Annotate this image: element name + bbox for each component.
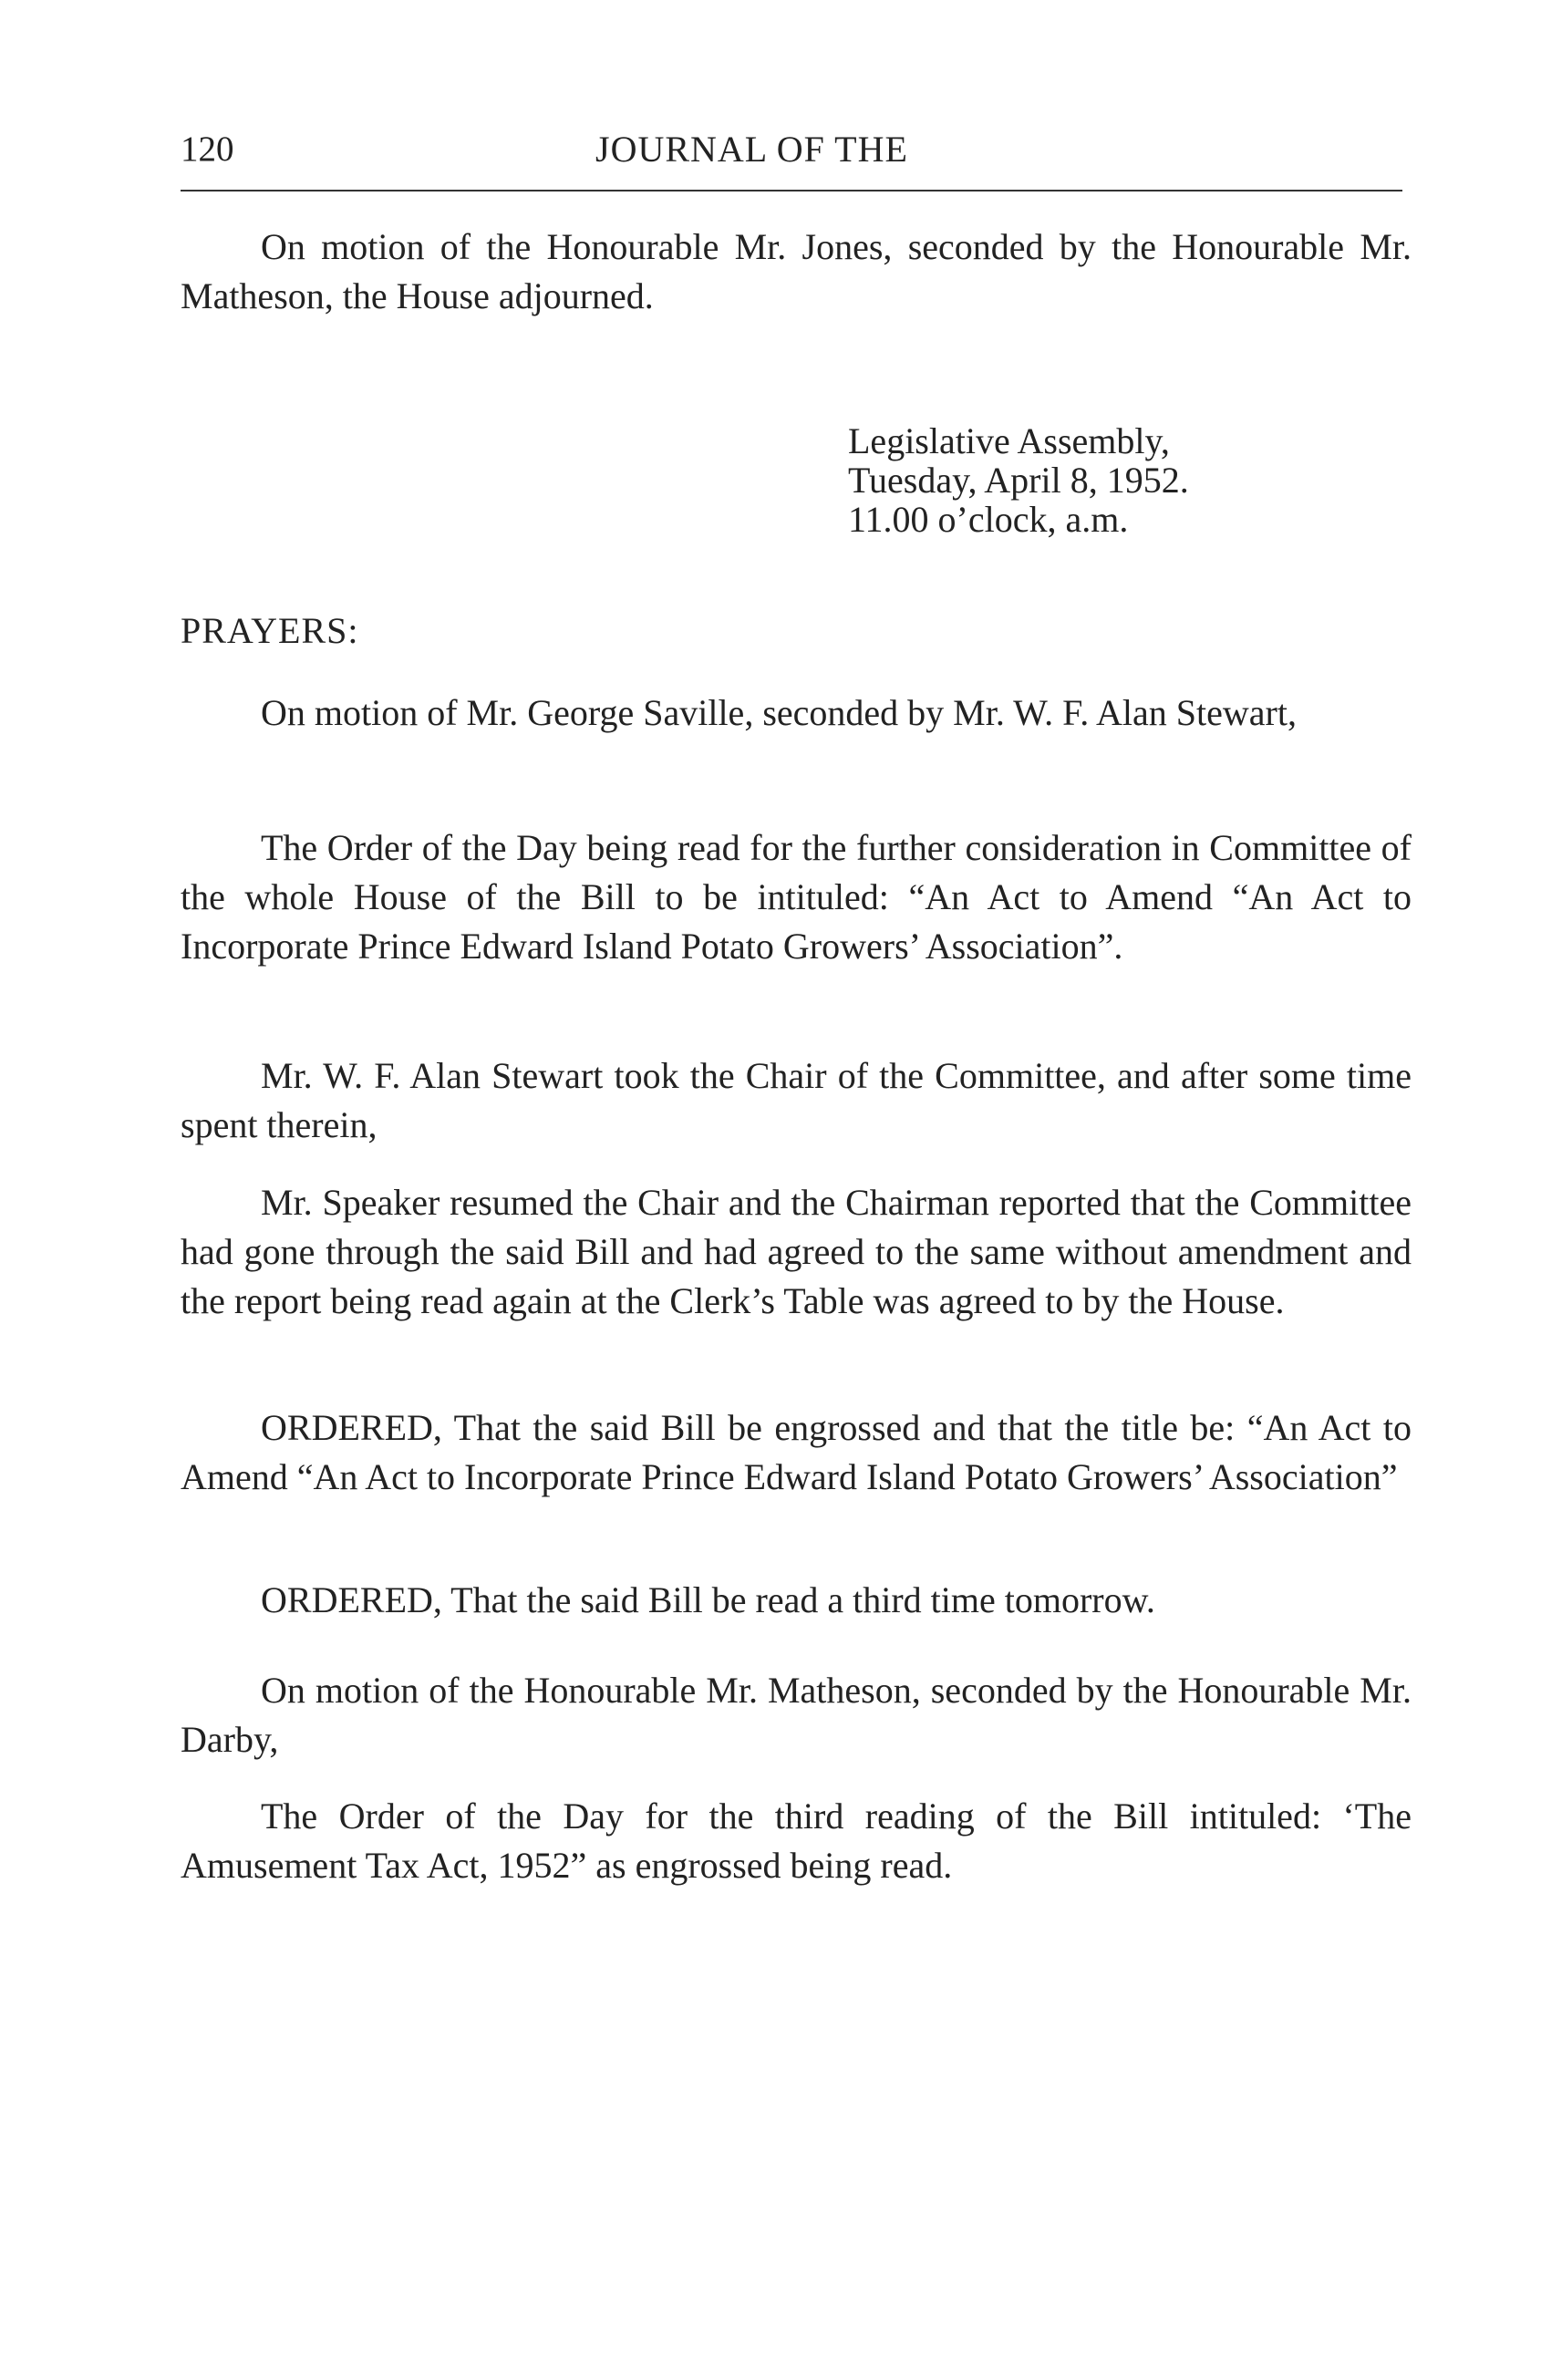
paragraph-ordered-third-reading: ORDERED, That the said Bill be read a third time tomorrow. [261,1579,1155,1620]
paragraph-motion-saville: On motion of Mr. George Saville, seconded by Mr. W. F. Alan Stewart, [261,692,1297,733]
prayers-label: PRAYERS: [181,610,359,651]
paragraph-motion-matheson: On motion of the Honourable Mr. Matheson, seconded by the Honourable Mr. Darby, [181,1670,1412,1760]
paragraph-ordered-engrossed: ORDERED, That the said Bill be engrossed and that the title be: “An Act to Amend “An Act to Incorporate Prince Edward Island Potato Growers’ Association” [181,1407,1412,1497]
dateline-time: 11.00 o’clock, a.m. [848,499,1129,540]
dateline-date: Tuesday, April 8, 1952. [848,460,1189,501]
page-header [181,126,1402,191]
dateline-assembly: Legislative Assembly, [848,420,1170,461]
running-head: JOURNAL OF THE [595,129,908,170]
dateline [848,421,1189,539]
paragraph-amusement-tax: The Order of the Day for the third reading of the Bill intituled: ‘The Amusement Tax Act, 1952” as engrossed being read. [181,1795,1412,1886]
paragraph-order-of-day: The Order of the Day being read for the further consideration in Committee of the whole House of the Bill to be intituled: “An Act to Amend “An Act to Incorporate Prince Edward Island Potato Growers’ Association”. [181,827,1412,967]
page-number: 120 [181,129,234,169]
paragraph-adjournment: On motion of the Honourable Mr. Jones, seconded by the Honourable Mr. Matheson, the House adjourned. [181,226,1412,316]
paragraph-chair-committee: Mr. W. F. Alan Stewart took the Chair of the Committee, and after some time spent therein, [181,1055,1412,1145]
paragraph-speaker-resumed: Mr. Speaker resumed the Chair and the Chairman reported that the Committee had gone through the said Bill and had agreed to the same without amendment and the report being read again at the Clerk’s Table was agreed to by the House. [181,1182,1412,1321]
